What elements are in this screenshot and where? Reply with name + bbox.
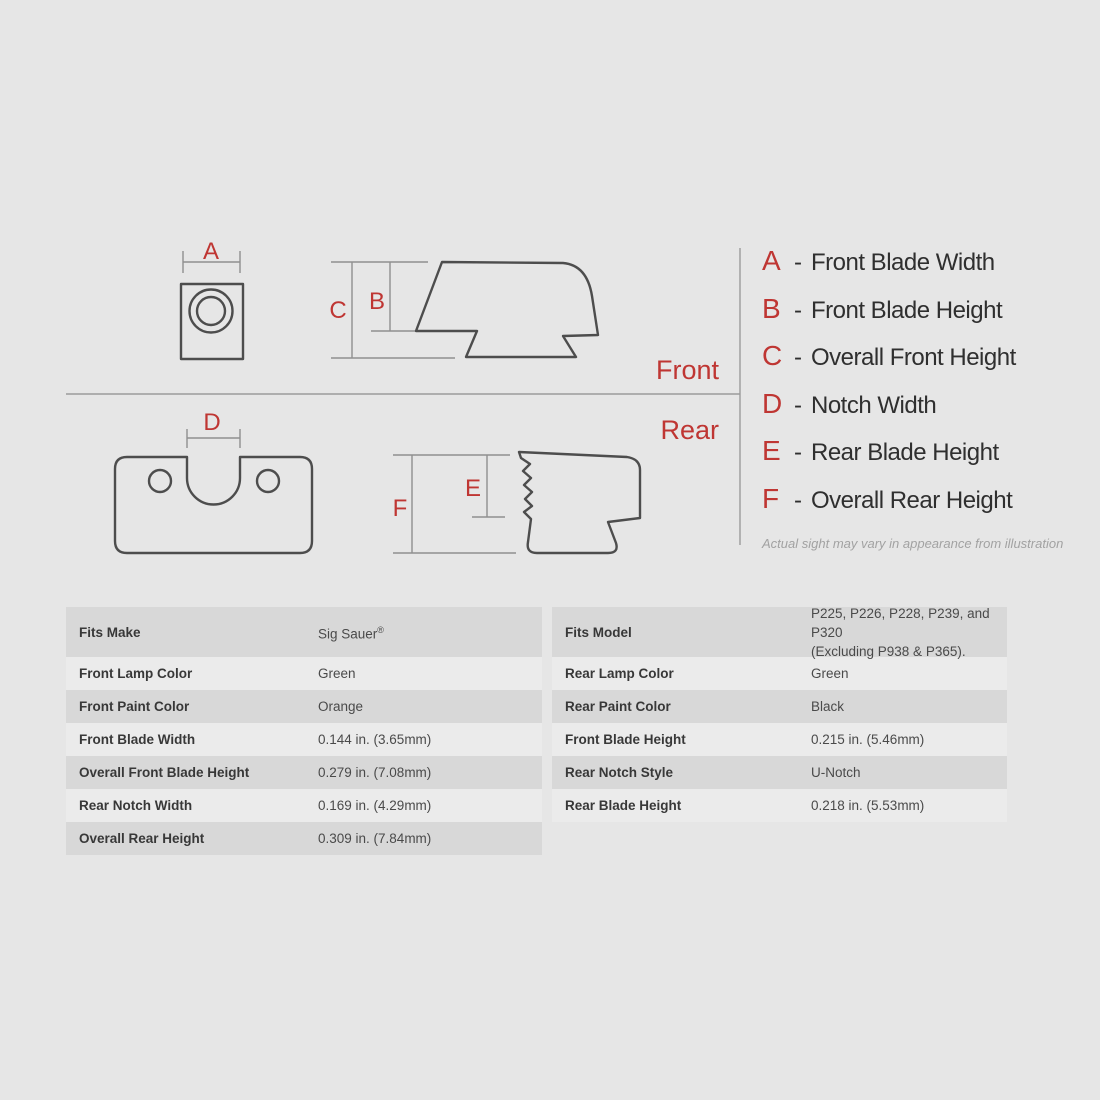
registered-mark: ®: [377, 624, 384, 635]
legend-letter: E: [762, 435, 781, 466]
spec-value: 0.144 in. (3.65mm): [318, 732, 432, 747]
dim-letter-f: F: [392, 495, 408, 522]
table-row: [552, 756, 1007, 789]
legend-separator: -: [794, 439, 802, 466]
dimension-lines: [183, 251, 516, 553]
legend-separator: -: [794, 391, 802, 419]
legend-label: Notch Width: [811, 391, 937, 419]
legend-item: [762, 340, 1016, 388]
legend-separator: -: [794, 344, 802, 371]
spec-label: Front Lamp Color: [79, 666, 193, 681]
spec-label: Overall Rear Height: [79, 831, 205, 846]
spec-label: Rear Notch Width: [79, 798, 193, 813]
rear-sight-face-outline: [115, 457, 312, 553]
spec-label: Front Blade Width: [79, 732, 196, 747]
table-row: [552, 690, 1007, 723]
spec-value: 0.218 in. (5.53mm): [811, 798, 925, 813]
legend-item: [762, 245, 1016, 293]
legend-label: Front Blade Width: [811, 249, 995, 276]
legend-letter: D: [762, 387, 783, 419]
table-row: [66, 789, 542, 822]
spec-value: Orange: [318, 699, 364, 714]
table-row: [66, 657, 542, 690]
spec-label: Rear Notch Style: [565, 765, 674, 780]
spec-label: Rear Blade Height: [565, 798, 682, 813]
table-row: [552, 607, 1007, 657]
legend-label: Rear Blade Height: [811, 439, 999, 466]
legend-separator: -: [794, 296, 802, 324]
legend-letter: C: [762, 340, 783, 371]
spec-label: Rear Paint Color: [565, 699, 671, 714]
spec-value-line2: (Excluding P938 & P365).: [811, 643, 966, 659]
spec-table-left: [66, 607, 542, 855]
legend-letter: B: [762, 292, 781, 324]
legend-label: Overall Front Height: [811, 344, 1016, 371]
legend-item: [762, 435, 1016, 483]
dim-letter-b: B: [368, 288, 386, 315]
legend-separator: -: [794, 249, 802, 276]
table-row: [66, 723, 542, 756]
rear-section-label: Rear: [660, 415, 719, 445]
front-sight-profile-outline: [416, 262, 598, 357]
spec-label: Fits Make: [79, 624, 141, 640]
spec-value: 0.309 in. (7.84mm): [318, 831, 432, 846]
spec-label: Front Blade Height: [565, 732, 686, 747]
spec-value: [811, 604, 1007, 661]
legend-item: [762, 483, 1016, 531]
table-row: [66, 822, 542, 855]
spec-value-text: Sig Sauer: [318, 626, 378, 642]
legend-letter: A: [762, 245, 781, 276]
spec-label: Front Paint Color: [79, 699, 190, 714]
spec-label: Rear Lamp Color: [565, 666, 674, 681]
table-row: [552, 723, 1007, 756]
spec-value: [318, 621, 384, 644]
table-row: [66, 756, 542, 789]
table-row: [552, 657, 1007, 690]
rear-lamp-left-ring: [149, 470, 171, 492]
spec-value: Black: [811, 699, 845, 714]
legend-label: Front Blade Height: [811, 296, 1003, 324]
dimension-legend: [762, 245, 1016, 530]
legend-item: [762, 388, 1016, 436]
front-lamp-inner-ring: [197, 297, 225, 325]
legend-label: Overall Rear Height: [811, 486, 1013, 514]
dim-letter-a: A: [202, 238, 220, 265]
spec-label: Fits Model: [565, 624, 632, 640]
legend-letter: F: [762, 482, 780, 514]
table-row: [66, 690, 542, 723]
front-section-label: Front: [655, 355, 719, 385]
dim-letter-e: E: [464, 475, 482, 502]
spec-value: Green: [318, 666, 356, 681]
rear-sight-profile-outline: [519, 452, 640, 553]
spec-value: 0.279 in. (7.08mm): [318, 765, 432, 780]
spec-value: 0.215 in. (5.46mm): [811, 732, 925, 747]
legend-separator: -: [794, 486, 802, 514]
spec-table-right: [552, 607, 1007, 822]
spec-value: Green: [811, 666, 849, 681]
table-row: [552, 789, 1007, 822]
spec-label: Overall Front Blade Height: [79, 765, 250, 780]
rear-lamp-right-ring: [257, 470, 279, 492]
dim-letter-c: C: [329, 297, 347, 324]
spec-value-line1: P225, P226, P228, P239, and P320: [811, 605, 990, 640]
disclaimer-note: Actual sight may vary in appearance from illustration: [762, 536, 1064, 551]
dim-letter-d: D: [203, 409, 221, 436]
table-row: [66, 607, 542, 657]
front-sight-face-outline: [181, 284, 243, 359]
spec-value: 0.169 in. (4.29mm): [318, 798, 432, 813]
spec-value: U-Notch: [811, 765, 861, 780]
legend-item: [762, 293, 1016, 341]
